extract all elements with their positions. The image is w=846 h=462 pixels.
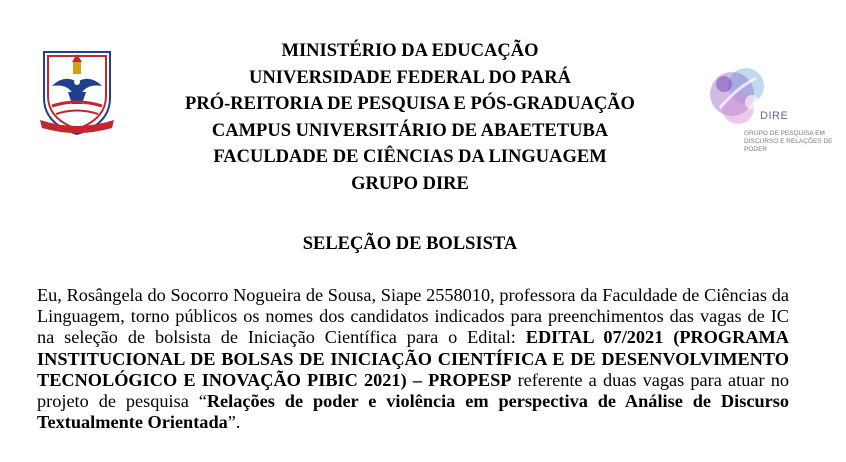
header-line-pro-rectorate: PRÓ-REITORIA DE PESQUISA E PÓS-GRADUAÇÃO (185, 94, 635, 114)
dire-logo-subtitle: GRUPO DE PESQUISA EM DISCURSO E RELAÇÕES DE PODER (744, 130, 833, 153)
header-line-ministry: MINISTÉRIO DA EDUCAÇÃO (281, 41, 539, 61)
ufpa-seal-icon (38, 46, 116, 138)
body-middle: referente a duas vagas para atuar no projeto de pesquisa “ (37, 369, 790, 412)
body-project-title: Relações de poder e violência em perspectiva de Análise de Discurso Textualmente Orientada (37, 391, 789, 433)
body-edital: EDITAL 07/2021 (PROGRAMA INSTITUCIONAL DE BOLSAS DE INICIAÇÃO CIENTÍFICA E DE DESENVOLVIMENTO TECNOLÓGICO E INOVAÇÃO PIBIC 2021) – PROPESP (37, 327, 789, 390)
header-line-university: UNIVERSIDADE FEDERAL DO PARÁ (249, 67, 571, 88)
dire-logo-word: DIRE (760, 110, 789, 122)
body-end: ”. (227, 412, 241, 433)
institution-header (130, 38, 690, 197)
header-line-faculty: FACULDADE DE CIÊNCIAS DA LINGUAGEM (213, 147, 607, 167)
body-paragraph (37, 285, 789, 433)
header-line-group: GRUPO DIRE (351, 173, 469, 194)
body-intro: Eu, Rosângela do Socorro Nogueira de Sousa, Siape 2558010, professora da Faculdade de Ciências da Linguagem, torno públicos os nomes dos candidatos indicados para preenchimentos das vagas de IC na seleção de bolsista de Iniciação Científica para o Edital: (37, 285, 789, 348)
section-title: SELEÇÃO DE BOLSISTA (302, 234, 518, 254)
header-line-campus: CAMPUS UNIVERSITÁRIO DE ABAETETUBA (211, 120, 609, 141)
